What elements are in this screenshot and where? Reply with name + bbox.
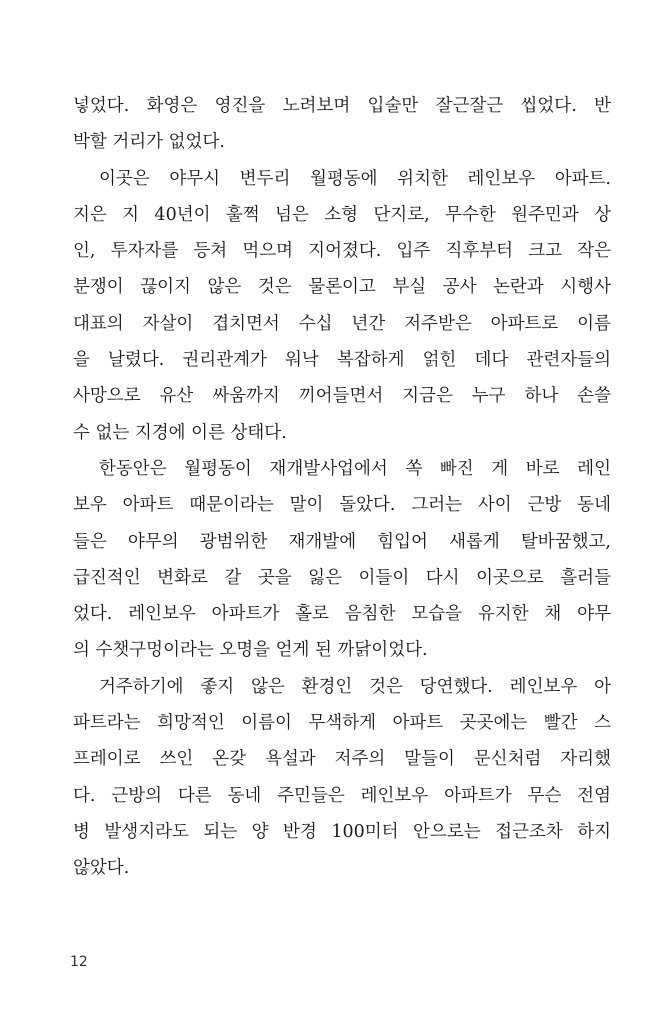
text-line-3: 이곳은 야무시 변두리 월평동에 위치한 레인보우 아파트. xyxy=(99,168,611,189)
text-line-4: 지은 지 40년이 훌쩍 넘은 소형 단지로, 무수한 원주민과 상 xyxy=(73,204,611,225)
page-number: 12 xyxy=(70,954,88,970)
text-line-6: 분쟁이 끊이지 않은 것은 물론이고 부실 공사 논란과 시행사 xyxy=(73,277,611,298)
text-line-14: 급진적인 변화로 갈 곳을 잃은 이들이 다시 이곳으로 흘러들 xyxy=(73,567,611,588)
text-line-21: 병 발생지라도 되는 양 반경 100미터 안으로는 접근조차 하지 xyxy=(73,821,611,842)
text-line-9: 사망으로 유산 싸움까지 끼어들면서 지금은 누구 하나 손쓸 xyxy=(73,386,611,407)
text-line-10: 수 없는 지경에 이른 상태다. xyxy=(73,422,287,443)
text-line-17: 거주하기에 좋지 않은 환경인 것은 당연했다. 레인보우 아 xyxy=(99,676,611,697)
text-line-19: 프레이로 쓰인 온갖 욕설과 저주의 말들이 문신처럼 자리했 xyxy=(73,749,611,770)
text-line-5: 인, 투자자를 등쳐 먹으며 지어졌다. 입주 직후부터 크고 작은 xyxy=(73,241,611,262)
text-line-11: 한동안은 월평동이 재개발사업에서 쏙 빠진 게 바로 레인 xyxy=(99,458,611,479)
text-line-13: 들은 야무의 광범위한 재개발에 힘입어 새롭게 탈바꿈했고, xyxy=(73,531,611,552)
text-line-22: 않았다. xyxy=(73,858,130,879)
text-line-8: 을 날렸다. 권리관계가 워낙 복잡하게 얽힌 데다 관련자들의 xyxy=(73,350,611,371)
text-line-18: 파트라는 희망적인 이름이 무색하게 아파트 곳곳에는 빨간 스 xyxy=(73,713,611,734)
text-line-7: 대표의 자살이 겹치면서 수십 년간 저주받은 아파트로 이름 xyxy=(73,313,611,334)
page-body xyxy=(73,88,611,887)
text-line-15: 었다. 레인보우 아파트가 홀로 음침한 모습을 유지한 채 야무 xyxy=(73,604,611,625)
text-line-2: 박할 거리가 없었다. xyxy=(73,132,225,153)
text-line-12: 보우 아파트 때문이라는 말이 돌았다. 그러는 사이 근방 동네 xyxy=(73,495,611,516)
text-line-16: 의 수챗구멍이라는 오명을 얻게 된 까닭이었다. xyxy=(73,640,428,661)
text-line-1: 넣었다. 화영은 영진을 노려보며 입술만 잘근잘근 씹었다. 반 xyxy=(73,96,611,116)
text-line-20: 다. 근방의 다른 동네 주민들은 레인보우 아파트가 무슨 전염 xyxy=(73,785,611,806)
